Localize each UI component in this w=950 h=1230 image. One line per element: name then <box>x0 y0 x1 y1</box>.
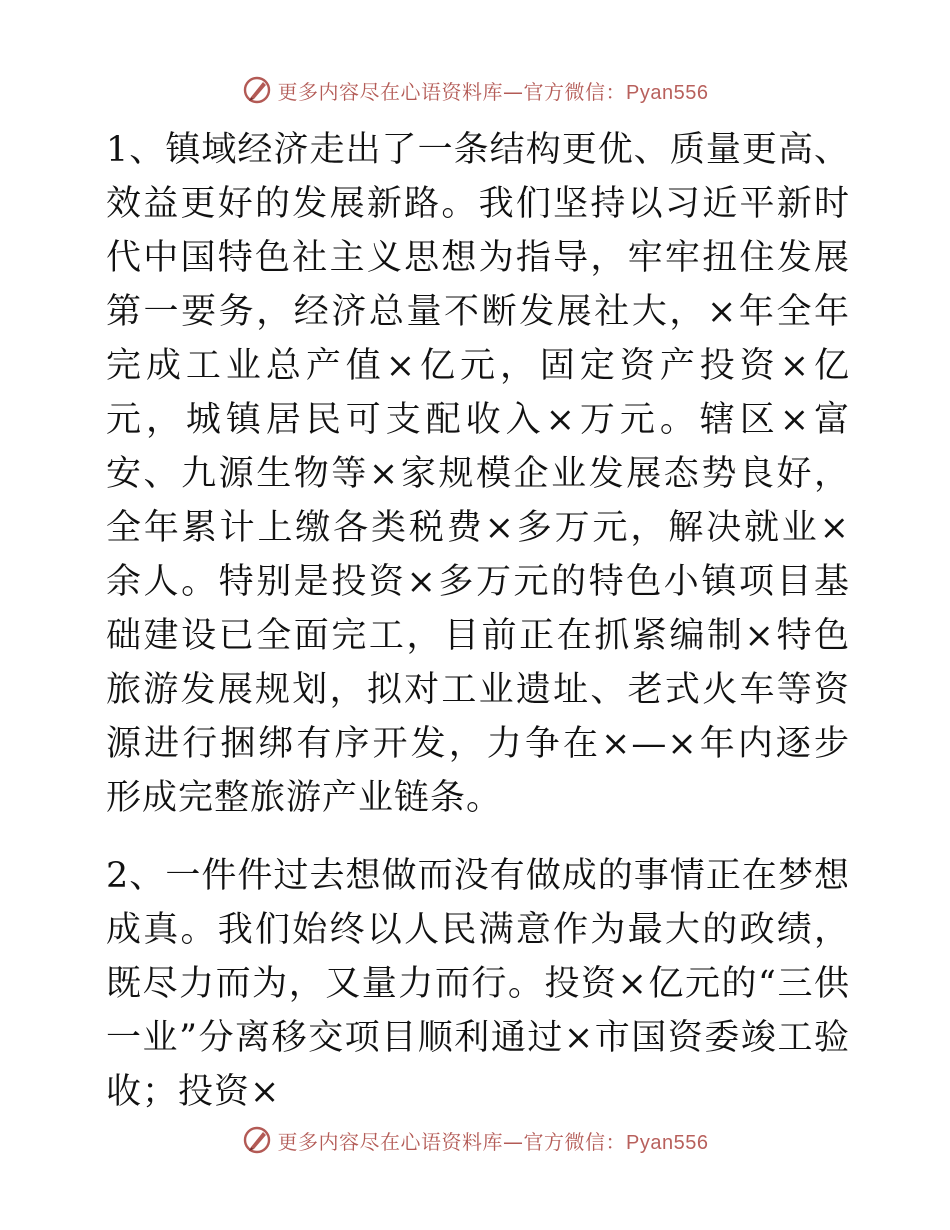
header-wechat-id: Pyan556 <box>626 81 709 104</box>
footer-banner-label: 更多内容尽在心语资料库—官方微信： <box>277 1129 627 1154</box>
header-banner-label: 更多内容尽在心语资料库—官方微信： <box>277 79 627 104</box>
document-body <box>96 123 850 1119</box>
header-watermark-banner <box>0 70 950 110</box>
footer-banner-text <box>278 1126 709 1155</box>
paragraph-2: 2、一件件过去想做而没有做成的事情正在梦想成真。我们始终以人民满意作为最大的政绩，既尽力而为，又量力而行。投资×亿元的“三供一业”分离移交项目顺利通过×市国资委竣工验收；投资× <box>106 856 850 1112</box>
header-banner-text <box>278 76 709 105</box>
footer-watermark-banner <box>0 1120 950 1160</box>
paragraph-1: 1、镇域经济走出了一条结构更优、质量更高、效益更好的发展新路。我们坚持以习近平新时代中国特色社主义思想为指导，牢牢扭住发展第一要务，经济总量不断发展社大，×年全年完成工业总产值×亿元，固定资产投资×亿元，城镇居民可支配收入×万元。辖区×富安、九源生物等×家规模企业发展态势良好，全年累计上缴各类税费×多万元，解决就业×余人。特别是投资×多万元的特色小镇项目基础建设已全面完工，目前正在抓紧编制×特色旅游发展规划，拟对工业遗址、老式火车等资源进行捆绑有序开发，力争在×—×年内逐步形成完整旅游产业链条。 <box>106 130 850 818</box>
quill-pen-circle-icon <box>242 75 272 105</box>
footer-wechat-id: Pyan556 <box>626 1131 709 1154</box>
quill-pen-circle-icon <box>242 1125 272 1155</box>
